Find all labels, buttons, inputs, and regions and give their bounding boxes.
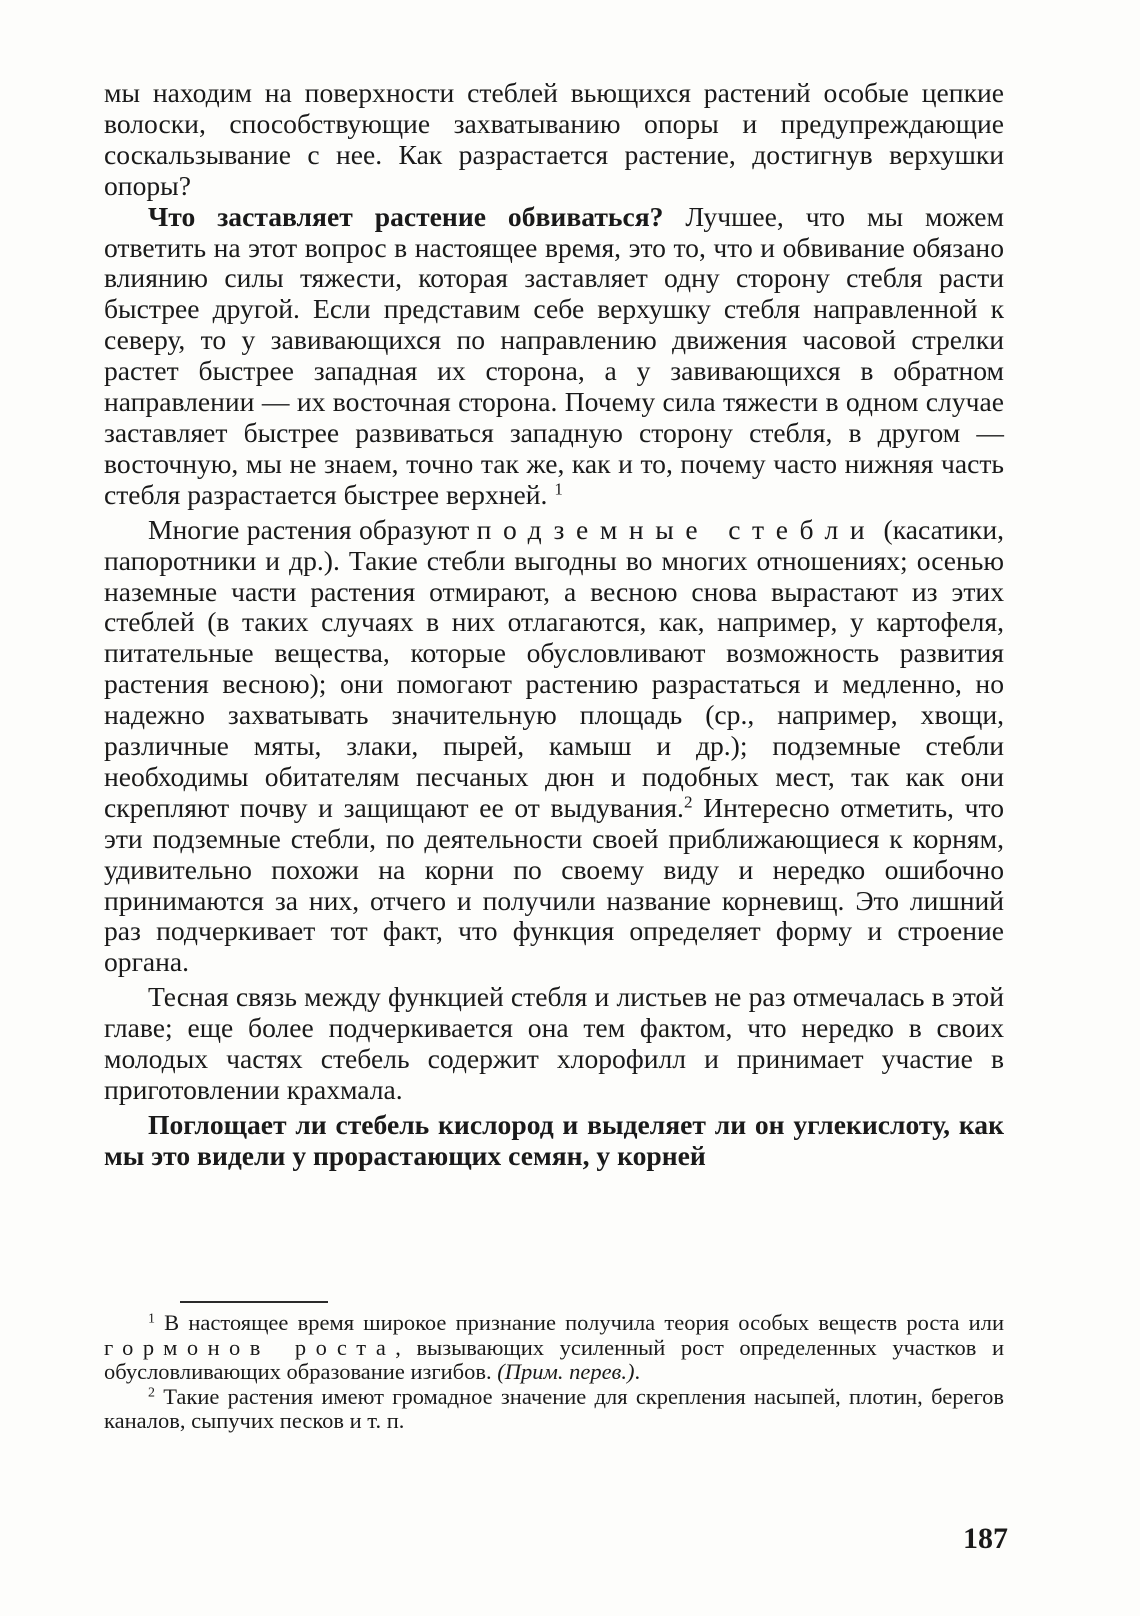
paragraph-1 bbox=[104, 78, 1004, 202]
paragraph-3-before: Многие растения образуют bbox=[148, 513, 477, 545]
paragraph-5-bold-question: Поглощает ли стебель кислород и выделяет ли он углекислоту, как мы это видели у прорастающих семян, у корней bbox=[104, 1108, 1004, 1171]
page-number: 187 bbox=[963, 1522, 1008, 1555]
paragraph-5 bbox=[104, 1110, 1004, 1172]
paragraph-3 bbox=[104, 515, 1004, 979]
footnote-2-mark: 2 bbox=[148, 1385, 155, 1401]
paragraph-2 bbox=[104, 202, 1004, 511]
footnote-1-end: . bbox=[634, 1359, 641, 1385]
footnote-2-text: Такие растения имеют громадное значение для скрепления насыпей, плотин, берегов каналов, сыпучих песков и т. п. bbox=[104, 1383, 1004, 1434]
footnote-1-before: В настоящее время широкое признание получила теория особых веществ роста или bbox=[154, 1310, 1004, 1335]
main-text bbox=[104, 78, 1004, 1172]
footnote-1-after: , вызывающих усиленный рост определенных участков и обусловливающих образование изгибов. bbox=[104, 1334, 1004, 1385]
paragraph-1-text: мы находим на поверхности стеблей вьющихся растений особые цепкие волоски, способствующие захватыванию опоры и предупреждающие соскальзывание с нее. Как разрастается растение, достигнув верхушки опоры? bbox=[104, 77, 1004, 201]
footnote-1-translator-note: (Прим. перев.) bbox=[497, 1359, 635, 1385]
paragraph-2-lead: Что заставляет растение обвиваться? bbox=[148, 200, 664, 232]
footnote-2 bbox=[104, 1385, 1004, 1434]
footnote-ref-2: 2 bbox=[683, 792, 693, 812]
footnotes bbox=[104, 1311, 1004, 1434]
paragraph-3-spaced-term: подземные стебли bbox=[476, 513, 877, 545]
paragraph-3-tail: Интересно отметить, что эти подземные стебли, по деятельности своей приближающиеся к корням, удивительно похожи на корни по своему виду и нередко ошибочно принимаются за них, отчего и получили название корневищ. Это лишний раз подчеркивает тот факт, что функция определяет форму и строение органа. bbox=[104, 791, 1004, 978]
paragraph-4 bbox=[104, 982, 1004, 1106]
paragraph-3-after: (касатики, папоротники и др.). Такие стебли выгодны во многих отношениях; осенью наземные части растения отмирают, а весною снова вырастают из этих стеблей (в таких случаях в них отлагаются, как, например, у картофеля, питательные вещества, которые обусловливают возможность развития растения весною); они помогают растению разрастаться и медленно, но надежно захватывать значительную площадь (ср., например, хвощи, различные мяты, злаки, пырей, камыш и др.); подземные стебли необходимы обитателям песчаных дюн и подобных мест, так как они скрепляют почву и защищают ее от выдувания. bbox=[104, 513, 1004, 823]
footnote-1 bbox=[104, 1311, 1004, 1385]
footnote-1-mark: 1 bbox=[148, 1311, 155, 1327]
paragraph-2-text: Лучшее, что мы можем ответить на этот вопрос в настоящее время, это то, что и обвивание обязано влиянию силы тяжести, которая заставляет одну сторону стебля расти быстрее другой. Если представим себе верхушку стебля направленной к северу, то у завивающихся по направлению движения часовой стрелки растет быстрее западная их сторона, а у завивающихся в обратном направлении — их восточная сторона. Почему сила тяжести в одном случае заставляет быстрее развиваться западную сторону стебля, в другом — восточную, мы не знаем, точно так же, как и то, почему часто нижняя часть стебля разрастается быстрее верхней. bbox=[104, 200, 1004, 510]
footnote-divider bbox=[180, 1301, 328, 1303]
paragraph-4-text: Тесная связь между функцией стебля и листьев не раз отмечалась в этой главе; еще более подчеркивается она тем фактом, что нередко в своих молодых частях стебель содержит хлорофилл и принимает участие в приготовлении крахмала. bbox=[104, 981, 1004, 1105]
footnote-ref-1: 1 bbox=[554, 479, 563, 499]
footnote-1-spaced-term: гормонов роста bbox=[104, 1334, 396, 1360]
